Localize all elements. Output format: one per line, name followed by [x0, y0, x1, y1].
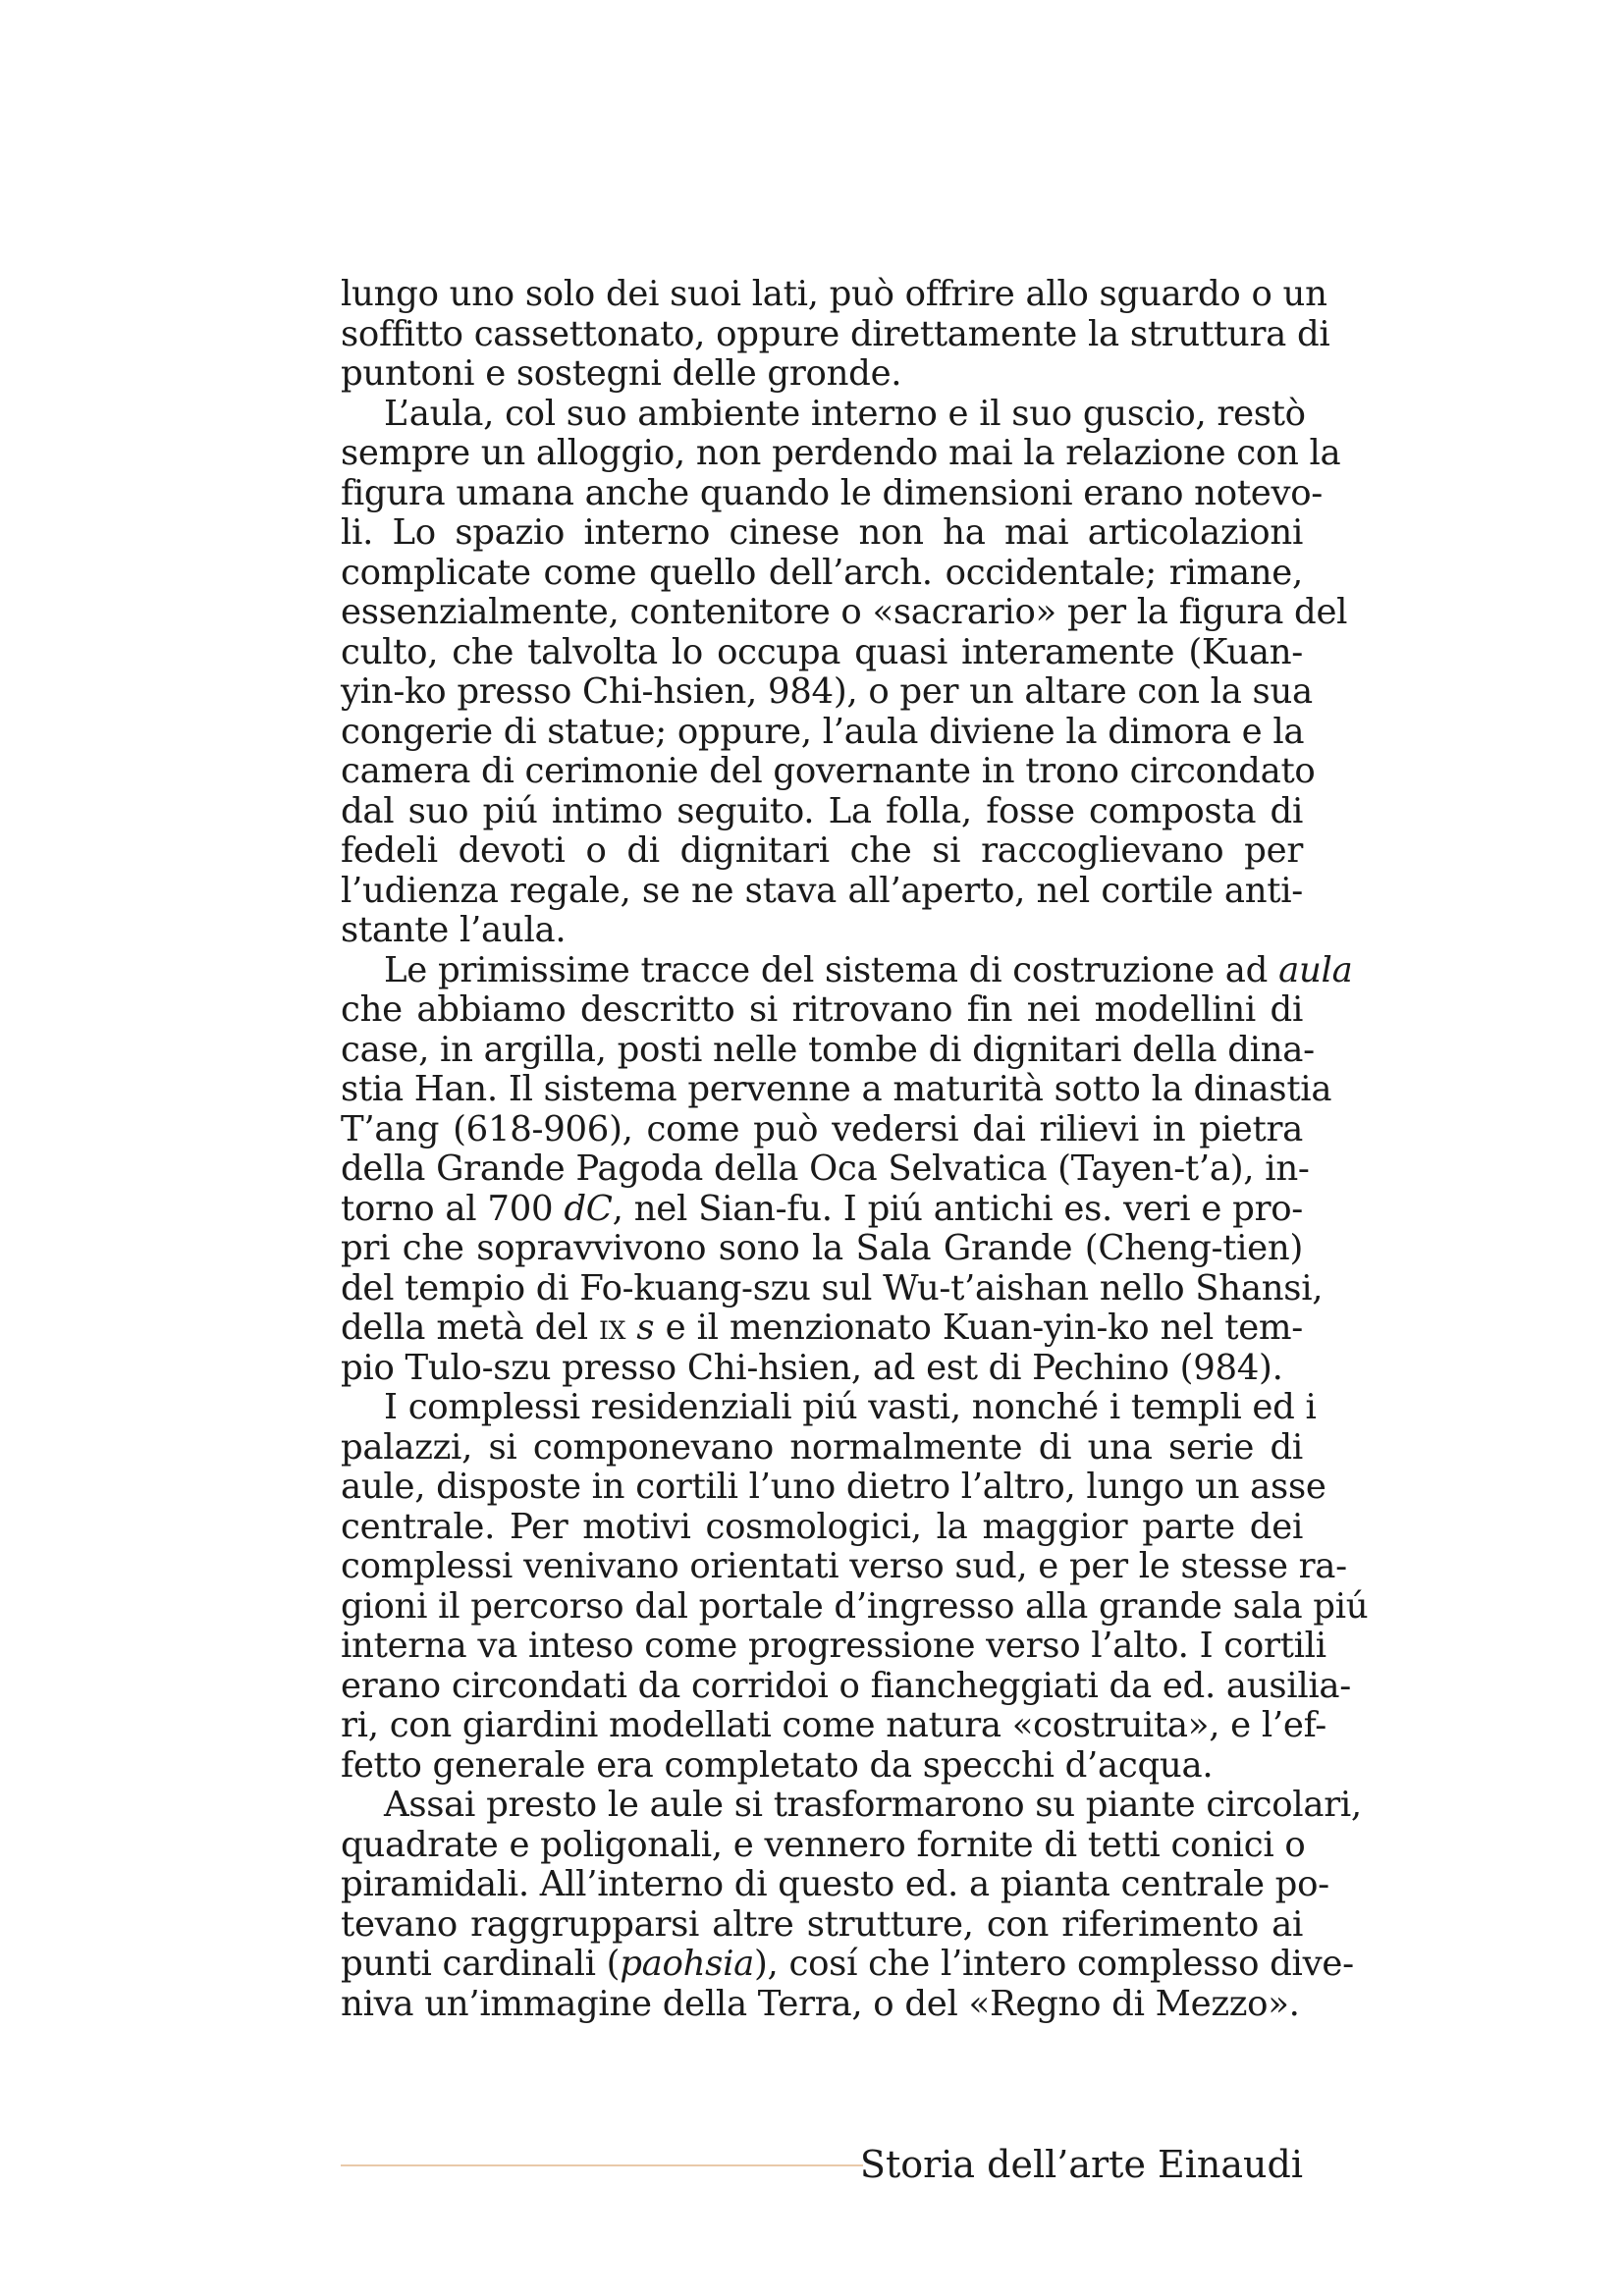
text-line: figura umana anche quando le dimensioni erano notevo-	[341, 472, 1323, 513]
text-line: soffitto cassettonato, oppure direttamente la struttura di	[341, 313, 1330, 354]
text-line: I complessi residenziali piú vasti, nonché i templi ed i	[384, 1387, 1317, 1427]
text-line: pio Tulo-szu presso Chi-hsien, ad est di Pechino (984).	[341, 1347, 1283, 1388]
text-line: lungo uno solo dei suoi lati, può offrire allo sguardo o un	[341, 274, 1327, 314]
text-line: yin-ko presso Chi-hsien, 984), o per un altare con la sua	[341, 671, 1313, 712]
text-line: quadrate e poligonali, e vennero fornite di tetti conici o	[341, 1824, 1306, 1865]
text-run: , nel Sian-fu. I piú antichi es. veri e pro-	[612, 1188, 1304, 1229]
text-line	[341, 1944, 1354, 1985]
text-line: aule, disposte in cortili l’uno dietro l’altro, lungo un asse	[341, 1467, 1326, 1507]
series-title: Storia dell’arte Einaudi	[859, 2143, 1303, 2186]
text-line: interna va inteso come progressione verso l’alto. I cortili	[341, 1626, 1326, 1666]
body-text	[341, 274, 1369, 2024]
text-line: l’udienza regale, se ne stava all’aperto, nel cortile anti-	[341, 870, 1303, 911]
text-line: piramidali. All’interno di questo ed. a pianta centrale po-	[341, 1864, 1329, 1904]
page-footer	[341, 2142, 1303, 2191]
italic-term: paohsia	[620, 1944, 754, 1984]
text-line: gioni il percorso dal portale d’ingresso alla grande sala piú	[341, 1585, 1369, 1627]
text-run: ), cosí che l’intero complesso dive-	[754, 1944, 1354, 1984]
text-run: punti cardinali (	[341, 1944, 621, 1984]
text-line: dal suo piú intimo seguito. La folla, fosse composta di	[341, 790, 1303, 831]
text-line	[341, 1190, 1303, 1230]
text-line: palazzi, si componevano normalmente di una serie di	[341, 1426, 1303, 1468]
text-line: culto, che talvolta lo occupa quasi interamente (Kuan-	[341, 631, 1303, 672]
text-line: che abbiamo descritto si ritrovano fin nei modellini di	[341, 989, 1303, 1030]
text-line: T’ang (618-906), come può vedersi dai rilievi in pietra	[341, 1108, 1303, 1149]
text-line: stante l’aula.	[341, 910, 567, 950]
text-line: congerie di statue; oppure, l’aula diviene la dimora e la	[341, 711, 1305, 752]
text-run: torno al 700	[341, 1188, 565, 1229]
text-line: fetto generale era completato da specchi d’acqua.	[341, 1744, 1214, 1786]
text-line: stia Han. Il sistema pervenne a maturità sotto la dinastia	[341, 1069, 1332, 1109]
text-line: sempre un alloggio, non perdendo mai la relazione con la	[341, 433, 1341, 473]
century-numeral: ix	[599, 1308, 626, 1348]
text-line: li. Lo spazio interno cinese non ha mai articolazioni	[341, 512, 1303, 553]
text-line: L’aula, col suo ambiente interno e il suo guscio, restò	[384, 393, 1306, 434]
italic-term: s	[636, 1308, 655, 1348]
text-line: tevano raggrupparsi altre strutture, con riferimento ai	[341, 1903, 1303, 1945]
italic-term: aula	[1278, 949, 1353, 990]
text-run: della metà del	[341, 1308, 600, 1348]
text-run: Le primissime tracce del sistema di costruzione ad	[384, 949, 1279, 990]
text-run: e il menzionato Kuan-yin-ko nel tem-	[654, 1308, 1303, 1348]
text-line: Assai presto le aule si trasformarono su piante circolari,	[384, 1785, 1362, 1825]
text-line: della Grande Pagoda della Oca Selvatica (Tayen-t’a), in-	[341, 1148, 1310, 1189]
text-line: case, in argilla, posti nelle tombe di dignitari della dina-	[341, 1029, 1315, 1070]
text-line: fedeli devoti o di dignitari che si raccoglievano per	[341, 830, 1303, 871]
text-line: centrale. Per motivi cosmologici, la maggior parte dei	[341, 1506, 1303, 1547]
text-line: essenzialmente, contenitore o «sacrario» per la figura del	[341, 592, 1348, 632]
text-line: del tempio di Fo-kuang-szu sul Wu-t’aishan nello Shansi,	[341, 1267, 1324, 1308]
text-line: niva un’immagine della Terra, o del «Regno di Mezzo».	[341, 1983, 1300, 2024]
text-line: erano circondati da corridoi o fiancheggiati da ed. ausilia-	[341, 1665, 1351, 1706]
text-line: puntoni e sostegni delle gronde.	[341, 353, 902, 394]
text-line: complicate come quello dell’arch. occidentale; rimane,	[341, 552, 1303, 593]
text-line: pri che sopravvivono sono la Sala Grande (Cheng-tien)	[341, 1228, 1303, 1268]
text-run	[625, 1308, 636, 1348]
text-line: complessi venivano orientati verso sud, e per le stesse ra-	[341, 1546, 1347, 1586]
text-line	[341, 949, 1353, 991]
footer-rule	[341, 2164, 863, 2166]
italic-term: dC	[564, 1188, 613, 1229]
text-line	[341, 1308, 1303, 1349]
text-line: camera di cerimonie del governante in trono circondato	[341, 751, 1316, 791]
text-line: ri, con giardini modellati come natura «costruita», e l’ef-	[341, 1705, 1326, 1745]
